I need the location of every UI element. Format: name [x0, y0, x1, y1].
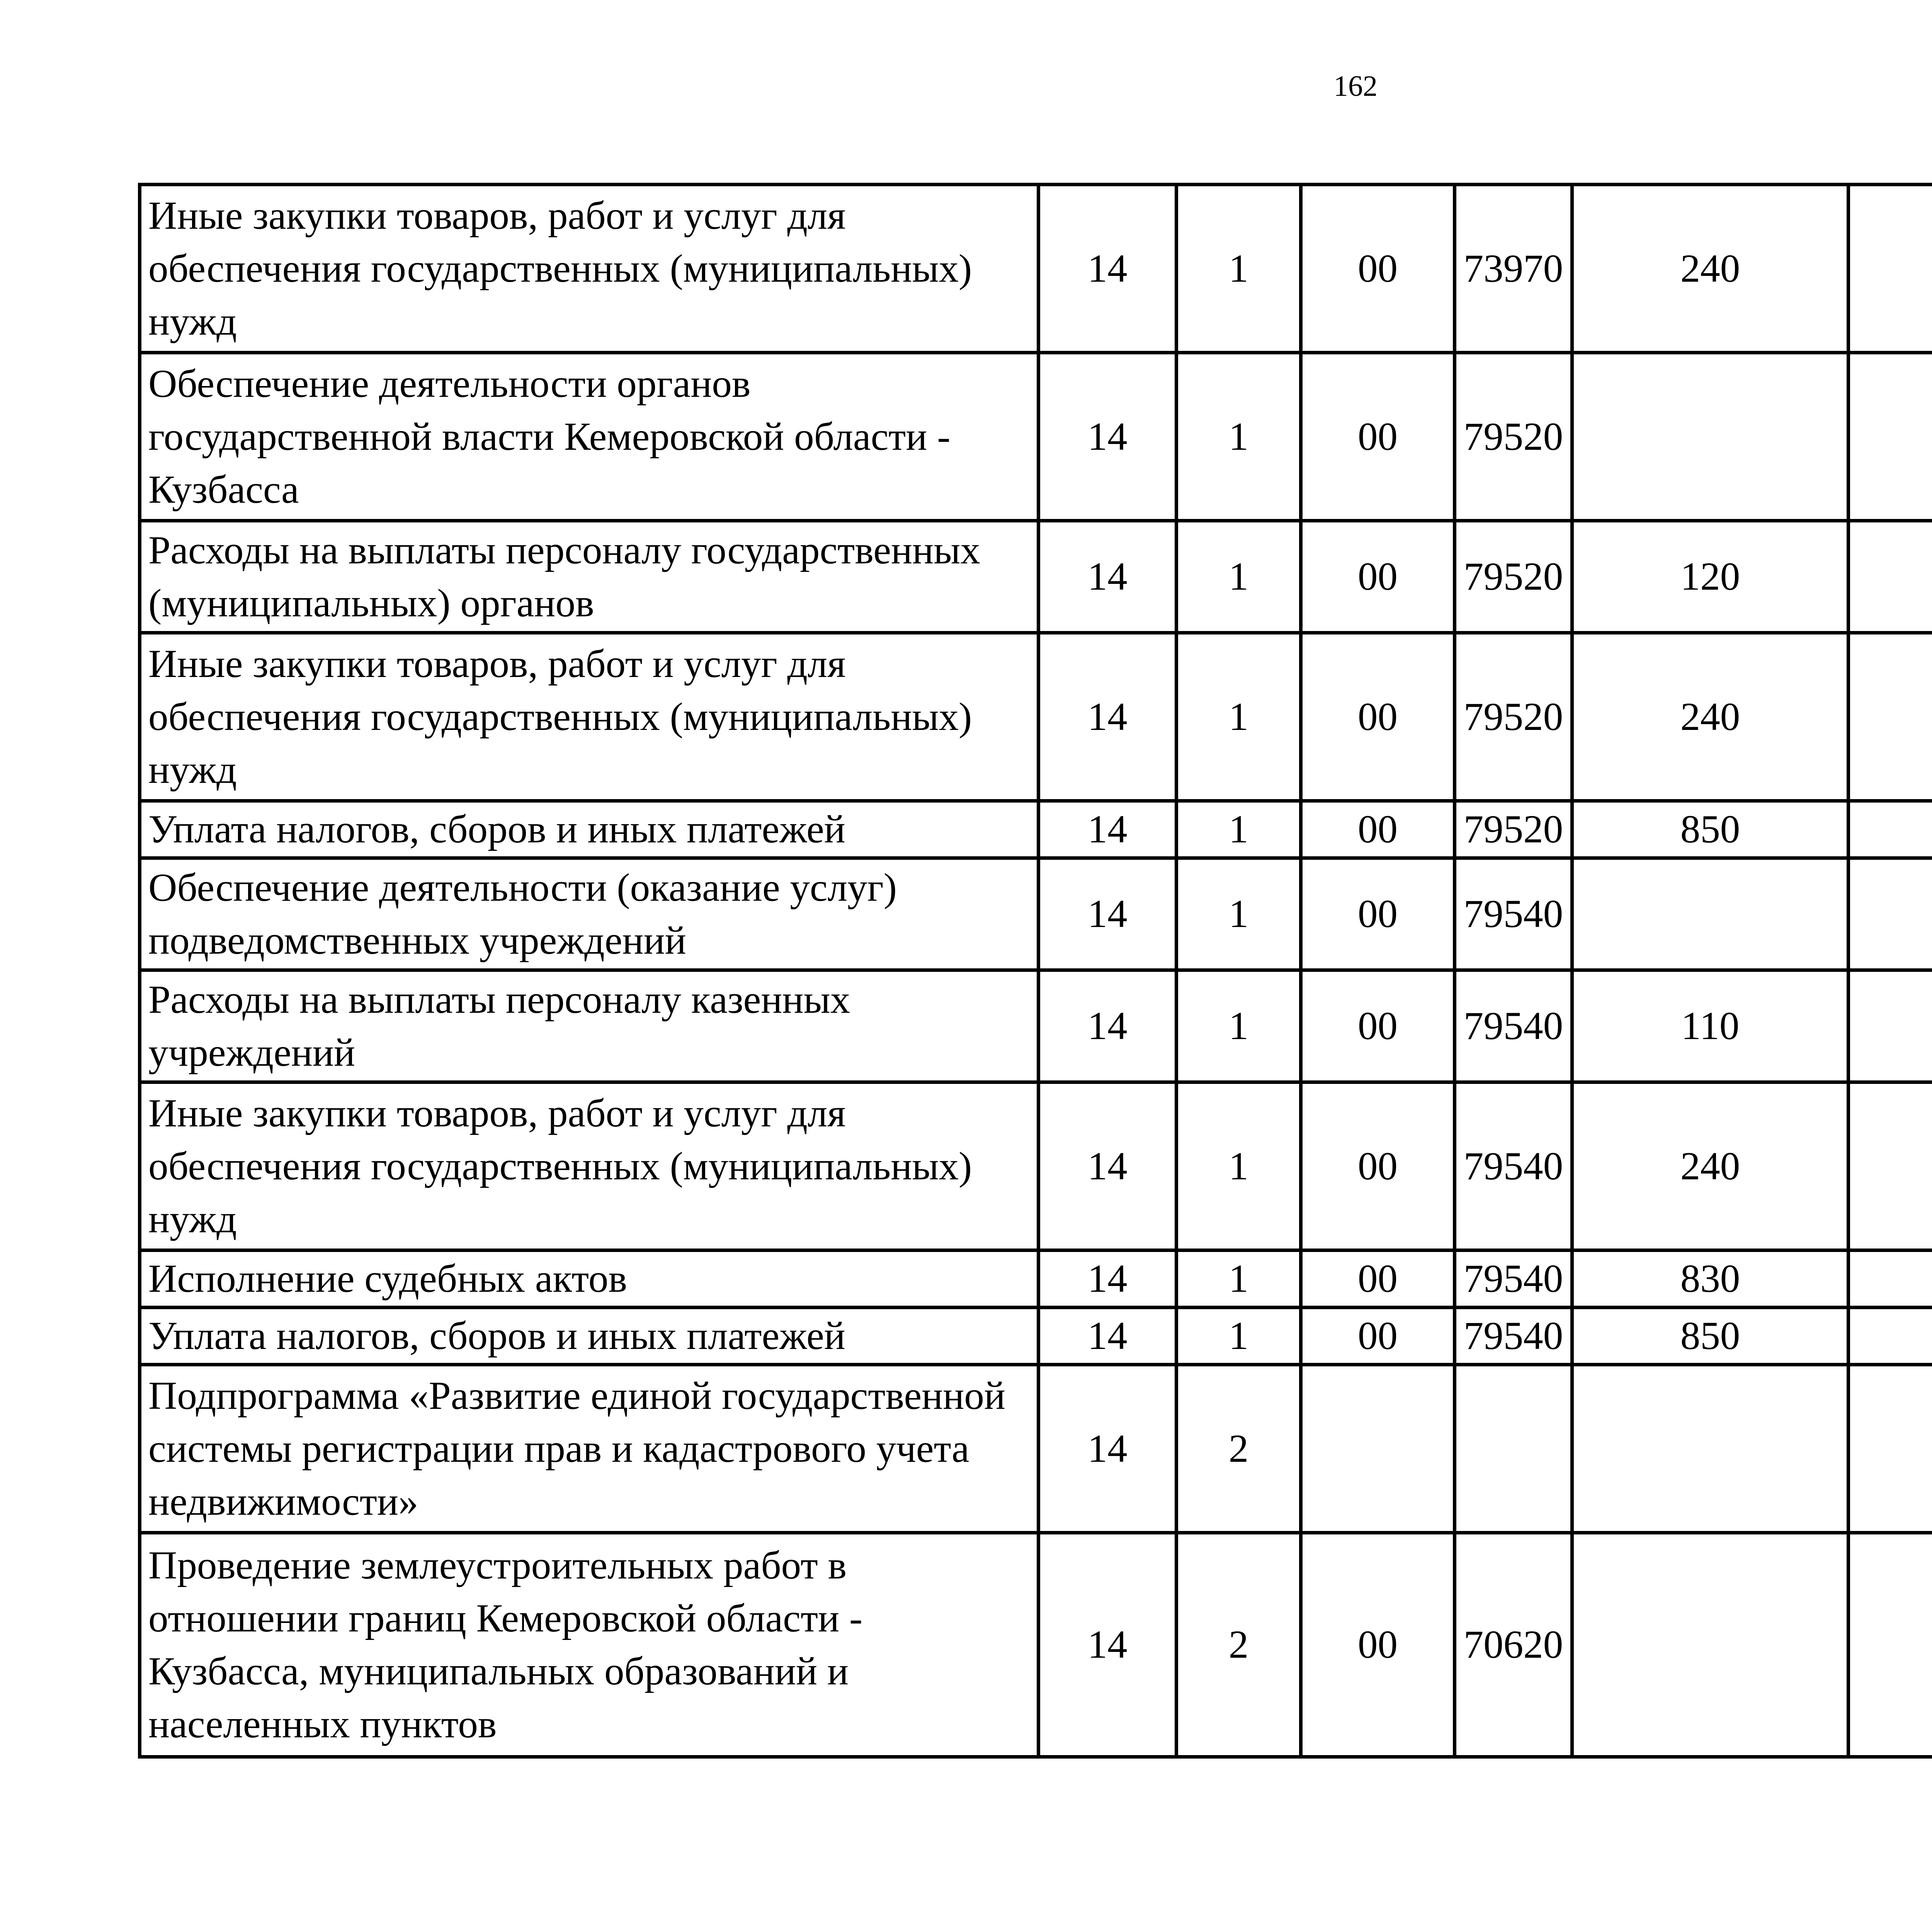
direction-code-cell: 00 — [1301, 858, 1455, 970]
target-code-cell — [1455, 1365, 1572, 1533]
subprogram-code-cell: 1 — [1177, 970, 1301, 1082]
program-code-cell: 14 — [1039, 185, 1177, 353]
subprogram-code-cell: 2 — [1177, 1533, 1301, 1757]
table-row — [140, 1250, 1932, 1308]
expense-type-code-cell — [1572, 1533, 1849, 1757]
expense-name-cell: Обеспечение деятельности органов государственной власти Кемеровской области - Кузбасса — [140, 353, 1039, 521]
table-row — [140, 353, 1932, 521]
subprogram-code-cell: 1 — [1177, 633, 1301, 801]
subprogram-code-cell: 1 — [1177, 1082, 1301, 1250]
subprogram-code-cell: 1 — [1177, 353, 1301, 521]
target-code-cell: 79540 — [1455, 1250, 1572, 1308]
expense-name-cell: Уплата налогов, сборов и иных платежей — [140, 1308, 1039, 1365]
program-code-cell: 14 — [1039, 858, 1177, 970]
expense-name-cell: Иные закупки товаров, работ и услуг для обеспечения государственных (муниципальных) нужд — [140, 185, 1039, 353]
table-row — [140, 801, 1932, 858]
expense-type-code-cell — [1572, 353, 1849, 521]
target-code-cell: 79540 — [1455, 1308, 1572, 1365]
expense-name-cell: Исполнение судебных актов — [140, 1250, 1039, 1308]
expense-name-cell: Расходы на выплаты персоналу казенных учреждений — [140, 970, 1039, 1082]
amount-year-1-cell — [1849, 185, 1932, 353]
amount-year-1-cell — [1849, 858, 1932, 970]
expense-type-code-cell: 120 — [1572, 521, 1849, 633]
target-code-cell: 79520 — [1455, 633, 1572, 801]
direction-code-cell: 00 — [1301, 633, 1455, 801]
amount-year-1-cell — [1849, 1250, 1932, 1308]
program-code-cell: 14 — [1039, 1082, 1177, 1250]
amount-year-1-cell — [1849, 970, 1932, 1082]
direction-code-cell: 00 — [1301, 521, 1455, 633]
program-code-cell: 14 — [1039, 970, 1177, 1082]
expense-type-code-cell: 850 — [1572, 1308, 1849, 1365]
table-row — [140, 185, 1932, 353]
target-code-cell: 73970 — [1455, 185, 1572, 353]
amount-year-1-cell — [1849, 1082, 1932, 1250]
target-code-cell: 79540 — [1455, 970, 1572, 1082]
subprogram-code-cell: 1 — [1177, 521, 1301, 633]
target-code-cell: 79540 — [1455, 858, 1572, 970]
table-row — [140, 1082, 1932, 1250]
expense-name-cell: Иные закупки товаров, работ и услуг для обеспечения государственных (муниципальных) нужд — [140, 1082, 1039, 1250]
direction-code-cell: 00 — [1301, 801, 1455, 858]
subprogram-code-cell: 1 — [1177, 801, 1301, 858]
program-code-cell: 14 — [1039, 633, 1177, 801]
target-code-cell: 79520 — [1455, 801, 1572, 858]
subprogram-code-cell: 1 — [1177, 858, 1301, 970]
expense-type-code-cell: 110 — [1572, 970, 1849, 1082]
amount-year-1-cell — [1849, 521, 1932, 633]
subprogram-code-cell: 2 — [1177, 1365, 1301, 1533]
subprogram-code-cell: 1 — [1177, 185, 1301, 353]
program-code-cell: 14 — [1039, 1365, 1177, 1533]
expense-type-code-cell: 240 — [1572, 185, 1849, 353]
direction-code-cell: 00 — [1301, 1308, 1455, 1365]
target-code-cell: 70620 — [1455, 1533, 1572, 1757]
expense-name-cell: Расходы на выплаты персоналу государственных (муниципальных) органов — [140, 521, 1039, 633]
direction-code-cell: 00 — [1301, 353, 1455, 521]
direction-code-cell: 00 — [1301, 970, 1455, 1082]
direction-code-cell: 00 — [1301, 1250, 1455, 1308]
subprogram-code-cell: 1 — [1177, 1250, 1301, 1308]
table-row — [140, 1308, 1932, 1365]
expense-type-code-cell — [1572, 858, 1849, 970]
program-code-cell: 14 — [1039, 1308, 1177, 1365]
budget-table-body — [140, 185, 1932, 1757]
target-code-cell: 79520 — [1455, 521, 1572, 633]
expense-name-cell: Иные закупки товаров, работ и услуг для обеспечения государственных (муниципальных) нужд — [140, 633, 1039, 801]
expense-type-code-cell: 850 — [1572, 801, 1849, 858]
program-code-cell: 14 — [1039, 1250, 1177, 1308]
direction-code-cell: 00 — [1301, 1082, 1455, 1250]
program-code-cell: 14 — [1039, 353, 1177, 521]
table-row — [140, 858, 1932, 970]
expense-name-cell: Обеспечение деятельности (оказание услуг) подведомственных учреждений — [140, 858, 1039, 970]
direction-code-cell — [1301, 1365, 1455, 1533]
expense-name-cell: Уплата налогов, сборов и иных платежей — [140, 801, 1039, 858]
program-code-cell: 14 — [1039, 1533, 1177, 1757]
table-row — [140, 970, 1932, 1082]
table-row — [140, 1533, 1932, 1757]
direction-code-cell: 00 — [1301, 1533, 1455, 1757]
table-row — [140, 1365, 1932, 1533]
expense-type-code-cell: 240 — [1572, 633, 1849, 801]
expense-name-cell: Подпрограмма «Развитие единой государственной системы регистрации прав и кадастрового учета недвижимости» — [140, 1365, 1039, 1533]
amount-year-1-cell — [1849, 1533, 1932, 1757]
expense-type-code-cell: 240 — [1572, 1082, 1849, 1250]
table-row — [140, 633, 1932, 801]
amount-year-1-cell — [1849, 1308, 1932, 1365]
program-code-cell: 14 — [1039, 801, 1177, 858]
target-code-cell: 79540 — [1455, 1082, 1572, 1250]
budget-table — [138, 183, 1932, 1759]
subprogram-code-cell: 1 — [1177, 1308, 1301, 1365]
amount-year-1-cell — [1849, 801, 1932, 858]
page-number: 162 — [1333, 70, 1378, 102]
expense-type-code-cell — [1572, 1365, 1849, 1533]
program-code-cell: 14 — [1039, 521, 1177, 633]
amount-year-1-cell — [1849, 353, 1932, 521]
amount-year-1-cell — [1849, 633, 1932, 801]
table-row — [140, 521, 1932, 633]
target-code-cell: 79520 — [1455, 353, 1572, 521]
amount-year-1-cell — [1849, 1365, 1932, 1533]
direction-code-cell: 00 — [1301, 185, 1455, 353]
expense-type-code-cell: 830 — [1572, 1250, 1849, 1308]
expense-name-cell: Проведение землеустроительных работ в отношении границ Кемеровской области - Кузбасса, муниципальных образований и населенных пунктов — [140, 1533, 1039, 1757]
